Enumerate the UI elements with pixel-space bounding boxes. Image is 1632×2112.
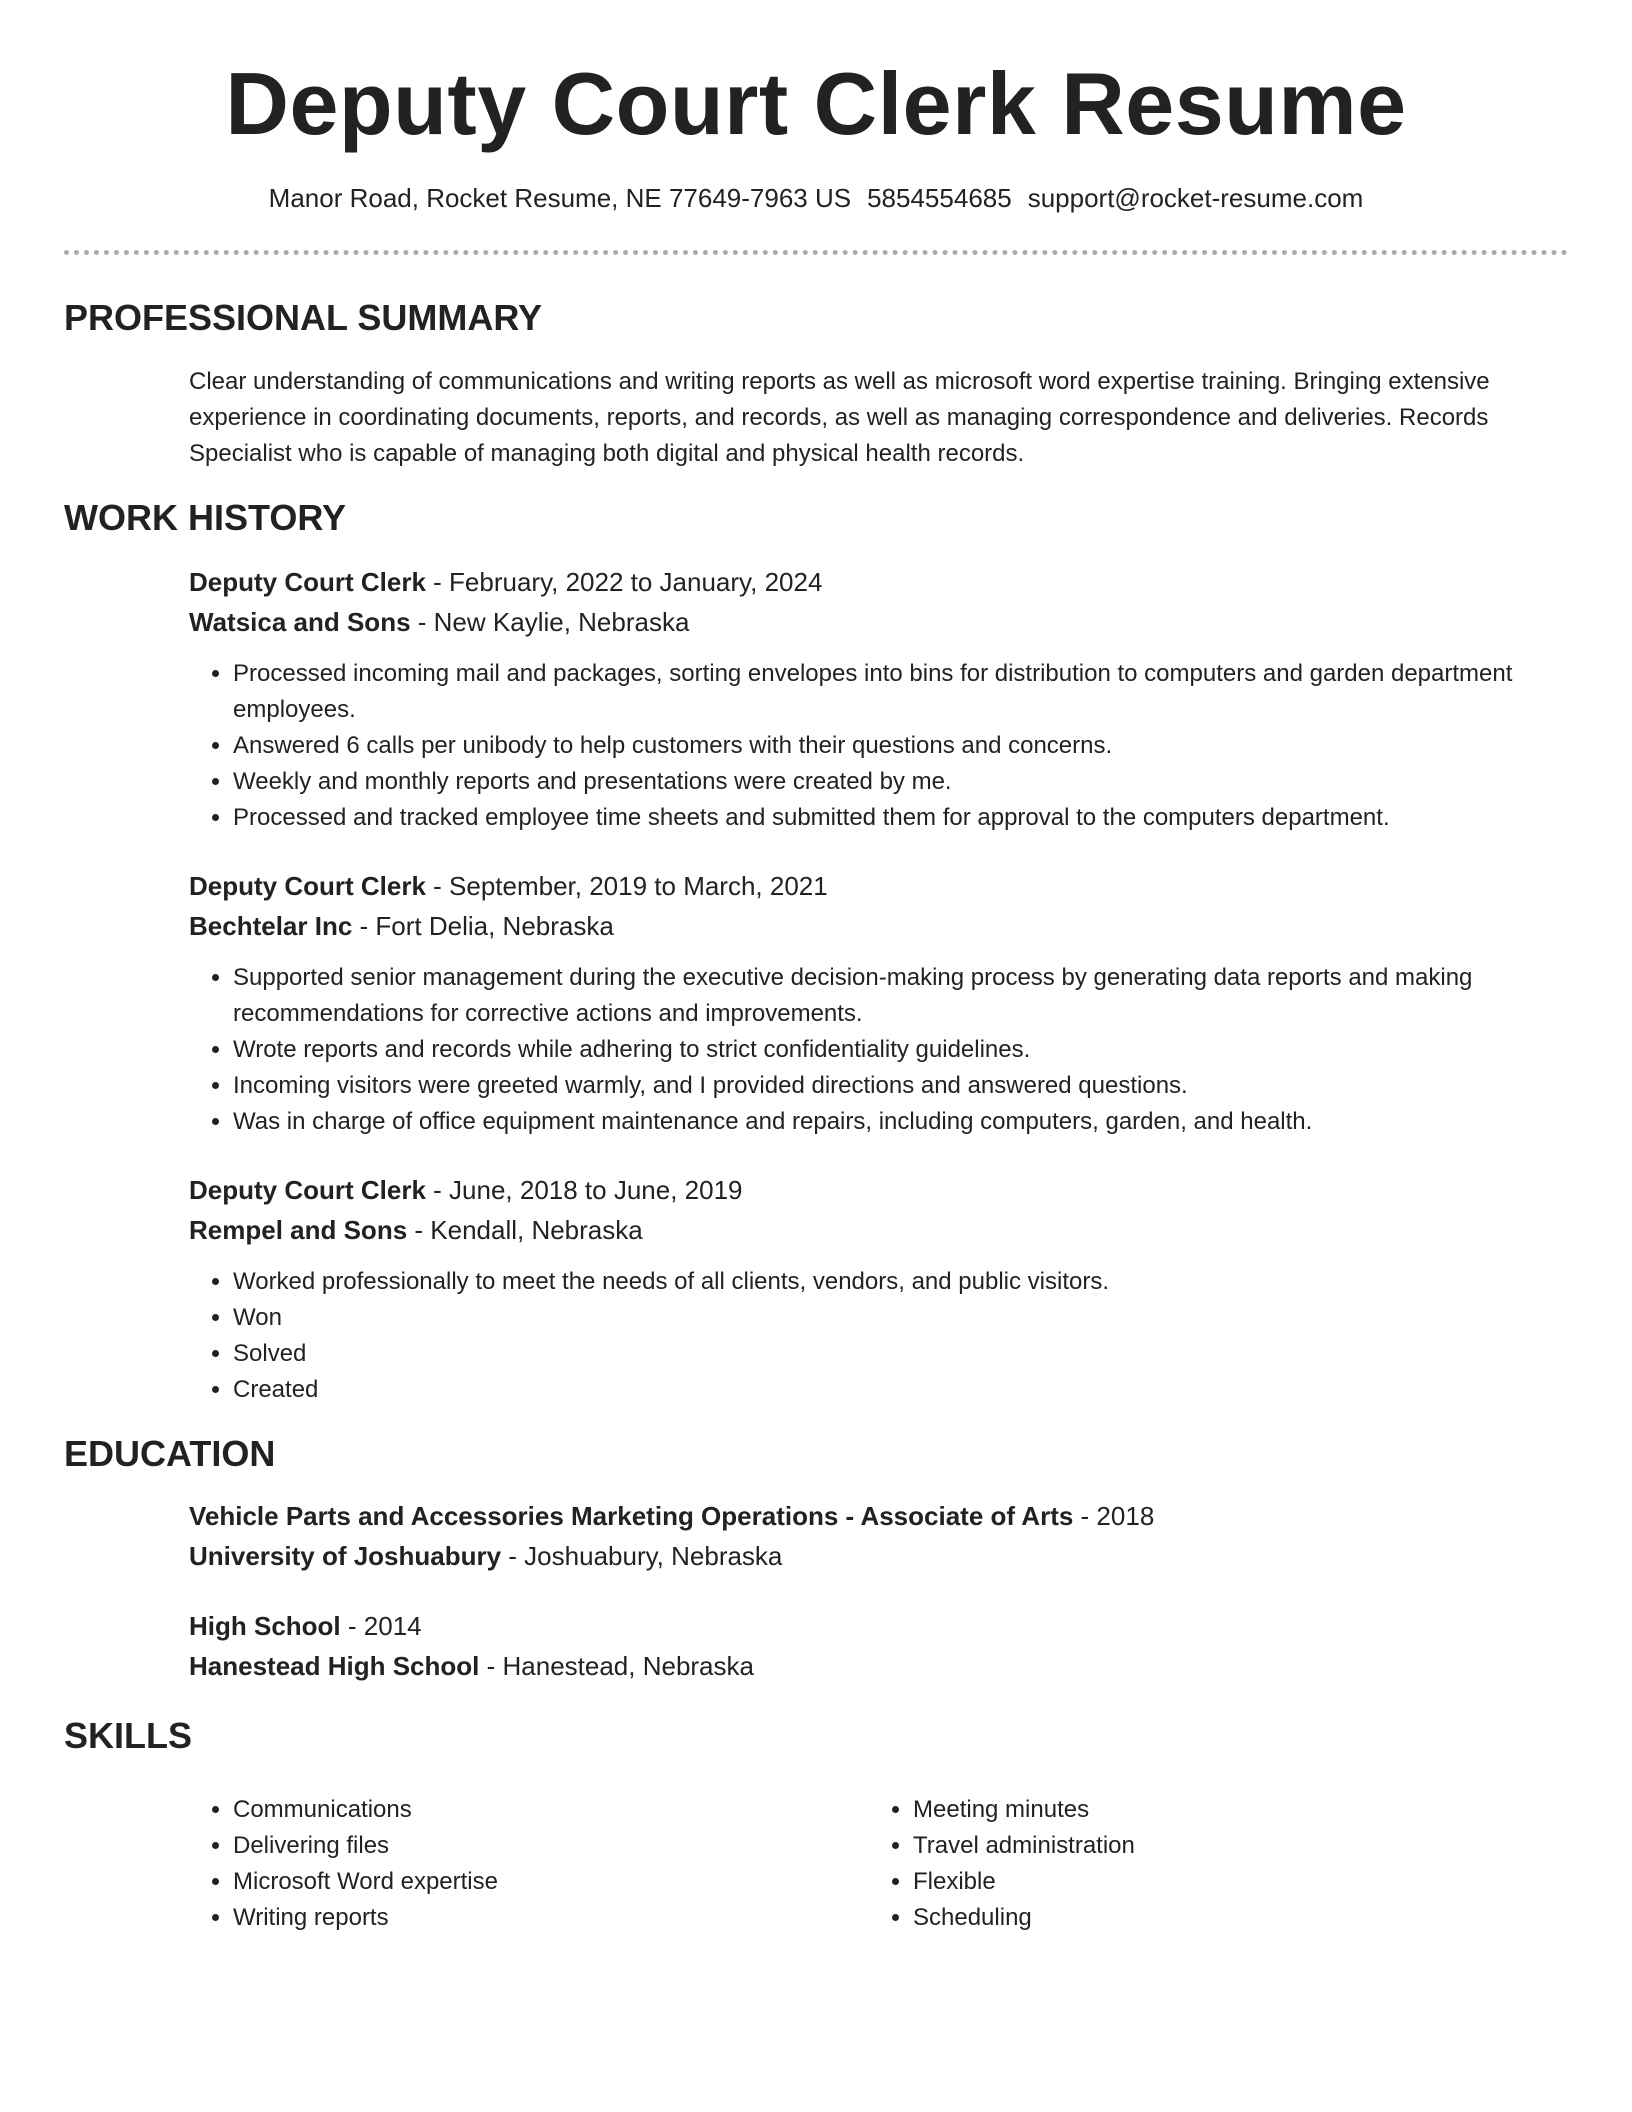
work-company: Rempel and Sons [189, 1215, 408, 1245]
skill-item: • Microsoft Word expertise [233, 1864, 793, 1900]
contact-address: Manor Road, Rocket Resume, NE 77649-7963 US [268, 183, 852, 213]
education-degree-line [189, 1606, 1569, 1646]
education-degree: High School [189, 1611, 341, 1641]
section-title-summary: PROFESSIONAL SUMMARY [64, 297, 543, 338]
work-role-line [189, 866, 1569, 906]
work-bullet: • Weekly and monthly reports and presentations were created by me. [233, 764, 1569, 800]
skills-column-left [189, 1792, 793, 1936]
work-company: Bechtelar Inc [189, 911, 353, 941]
education-location: - Hanestead, Nebraska [479, 1651, 754, 1681]
education-school-line [189, 1536, 1569, 1576]
work-bullet: • Was in charge of office equipment maintenance and repairs, including computers, garden, and health. [233, 1104, 1569, 1140]
work-role: Deputy Court Clerk [189, 567, 426, 597]
education-school: Hanestead High School [189, 1651, 480, 1681]
work-entry [189, 1170, 1569, 1408]
contact-email: support@rocket-resume.com [1027, 183, 1364, 213]
work-dates: - February, 2022 to January, 2024 [425, 567, 823, 597]
work-bullets [189, 656, 1569, 836]
work-bullet: • Created [233, 1372, 1569, 1408]
education-year: - 2014 [340, 1611, 422, 1641]
education-year: - 2018 [1073, 1501, 1155, 1531]
work-company-line [189, 906, 1569, 946]
work-role: Deputy Court Clerk [189, 871, 426, 901]
work-bullets [189, 1264, 1569, 1408]
education-location: - Joshuabury, Nebraska [501, 1541, 783, 1571]
work-entry [189, 562, 1569, 836]
work-bullet: • Solved [233, 1336, 1569, 1372]
skill-item: • Delivering files [233, 1828, 793, 1864]
section-title-education: EDUCATION [64, 1433, 276, 1474]
work-bullet: • Worked professionally to meet the needs of all clients, vendors, and public visitors. [233, 1264, 1569, 1300]
contact-line [0, 180, 1632, 216]
work-bullet: • Incoming visitors were greeted warmly, and I provided directions and answered questions. [233, 1068, 1569, 1104]
skill-item: • Flexible [913, 1864, 1473, 1900]
work-bullet: • Supported senior management during the executive decision-making process by generating data reports and making recommendations for corrective actions and improvements. [233, 960, 1569, 1032]
contact-phone: 5854554685 [867, 183, 1012, 213]
education-entry [189, 1496, 1569, 1576]
resume-title: Deputy Court Clerk Resume [225, 54, 1407, 153]
work-company-line [189, 602, 1569, 642]
work-role-line [189, 1170, 1569, 1210]
summary-text: Clear understanding of communications and writing reports as well as microsoft word expertise training. Bringing extensive experience in coordinating documents, reports, and records, as well as managing correspondence and deliveries. Records Specialist who is capable of managing both digital and physical health records. [189, 368, 1490, 467]
skill-item: • Travel administration [913, 1828, 1473, 1864]
section-title-skills: SKILLS [64, 1715, 193, 1756]
work-bullet: • Wrote reports and records while adhering to strict confidentiality guidelines. [233, 1032, 1569, 1068]
education-entry [189, 1606, 1569, 1686]
work-entry [189, 866, 1569, 1140]
education-school-line [189, 1646, 1569, 1686]
work-bullet: • Processed incoming mail and packages, sorting envelopes into bins for distribution to computers and garden department employees. [233, 656, 1569, 728]
skill-item: • Meeting minutes [913, 1792, 1473, 1828]
education-degree: Vehicle Parts and Accessories Marketing Operations - Associate of Arts [189, 1501, 1074, 1531]
work-role: Deputy Court Clerk [189, 1175, 426, 1205]
section-title-work: WORK HISTORY [64, 497, 347, 538]
work-company-line [189, 1210, 1569, 1250]
work-bullet: • Answered 6 calls per unibody to help customers with their questions and concerns. [233, 728, 1569, 764]
header-divider [64, 250, 1568, 255]
work-dates: - September, 2019 to March, 2021 [425, 871, 828, 901]
work-bullets [189, 960, 1569, 1140]
work-role-line [189, 562, 1569, 602]
work-bullet: • Processed and tracked employee time sheets and submitted them for approval to the computers department. [233, 800, 1569, 836]
skill-item: • Writing reports [233, 1900, 793, 1936]
skills-column-right [869, 1792, 1473, 1936]
work-location: - Fort Delia, Nebraska [352, 911, 614, 941]
work-dates: - June, 2018 to June, 2019 [425, 1175, 743, 1205]
skill-item: • Scheduling [913, 1900, 1473, 1936]
work-location: - New Kaylie, Nebraska [410, 607, 690, 637]
education-degree-line [189, 1496, 1569, 1536]
skill-item: • Communications [233, 1792, 793, 1828]
work-location: - Kendall, Nebraska [407, 1215, 643, 1245]
education-school: University of Joshuabury [189, 1541, 502, 1571]
work-company: Watsica and Sons [189, 607, 411, 637]
work-bullet: • Won [233, 1300, 1569, 1336]
